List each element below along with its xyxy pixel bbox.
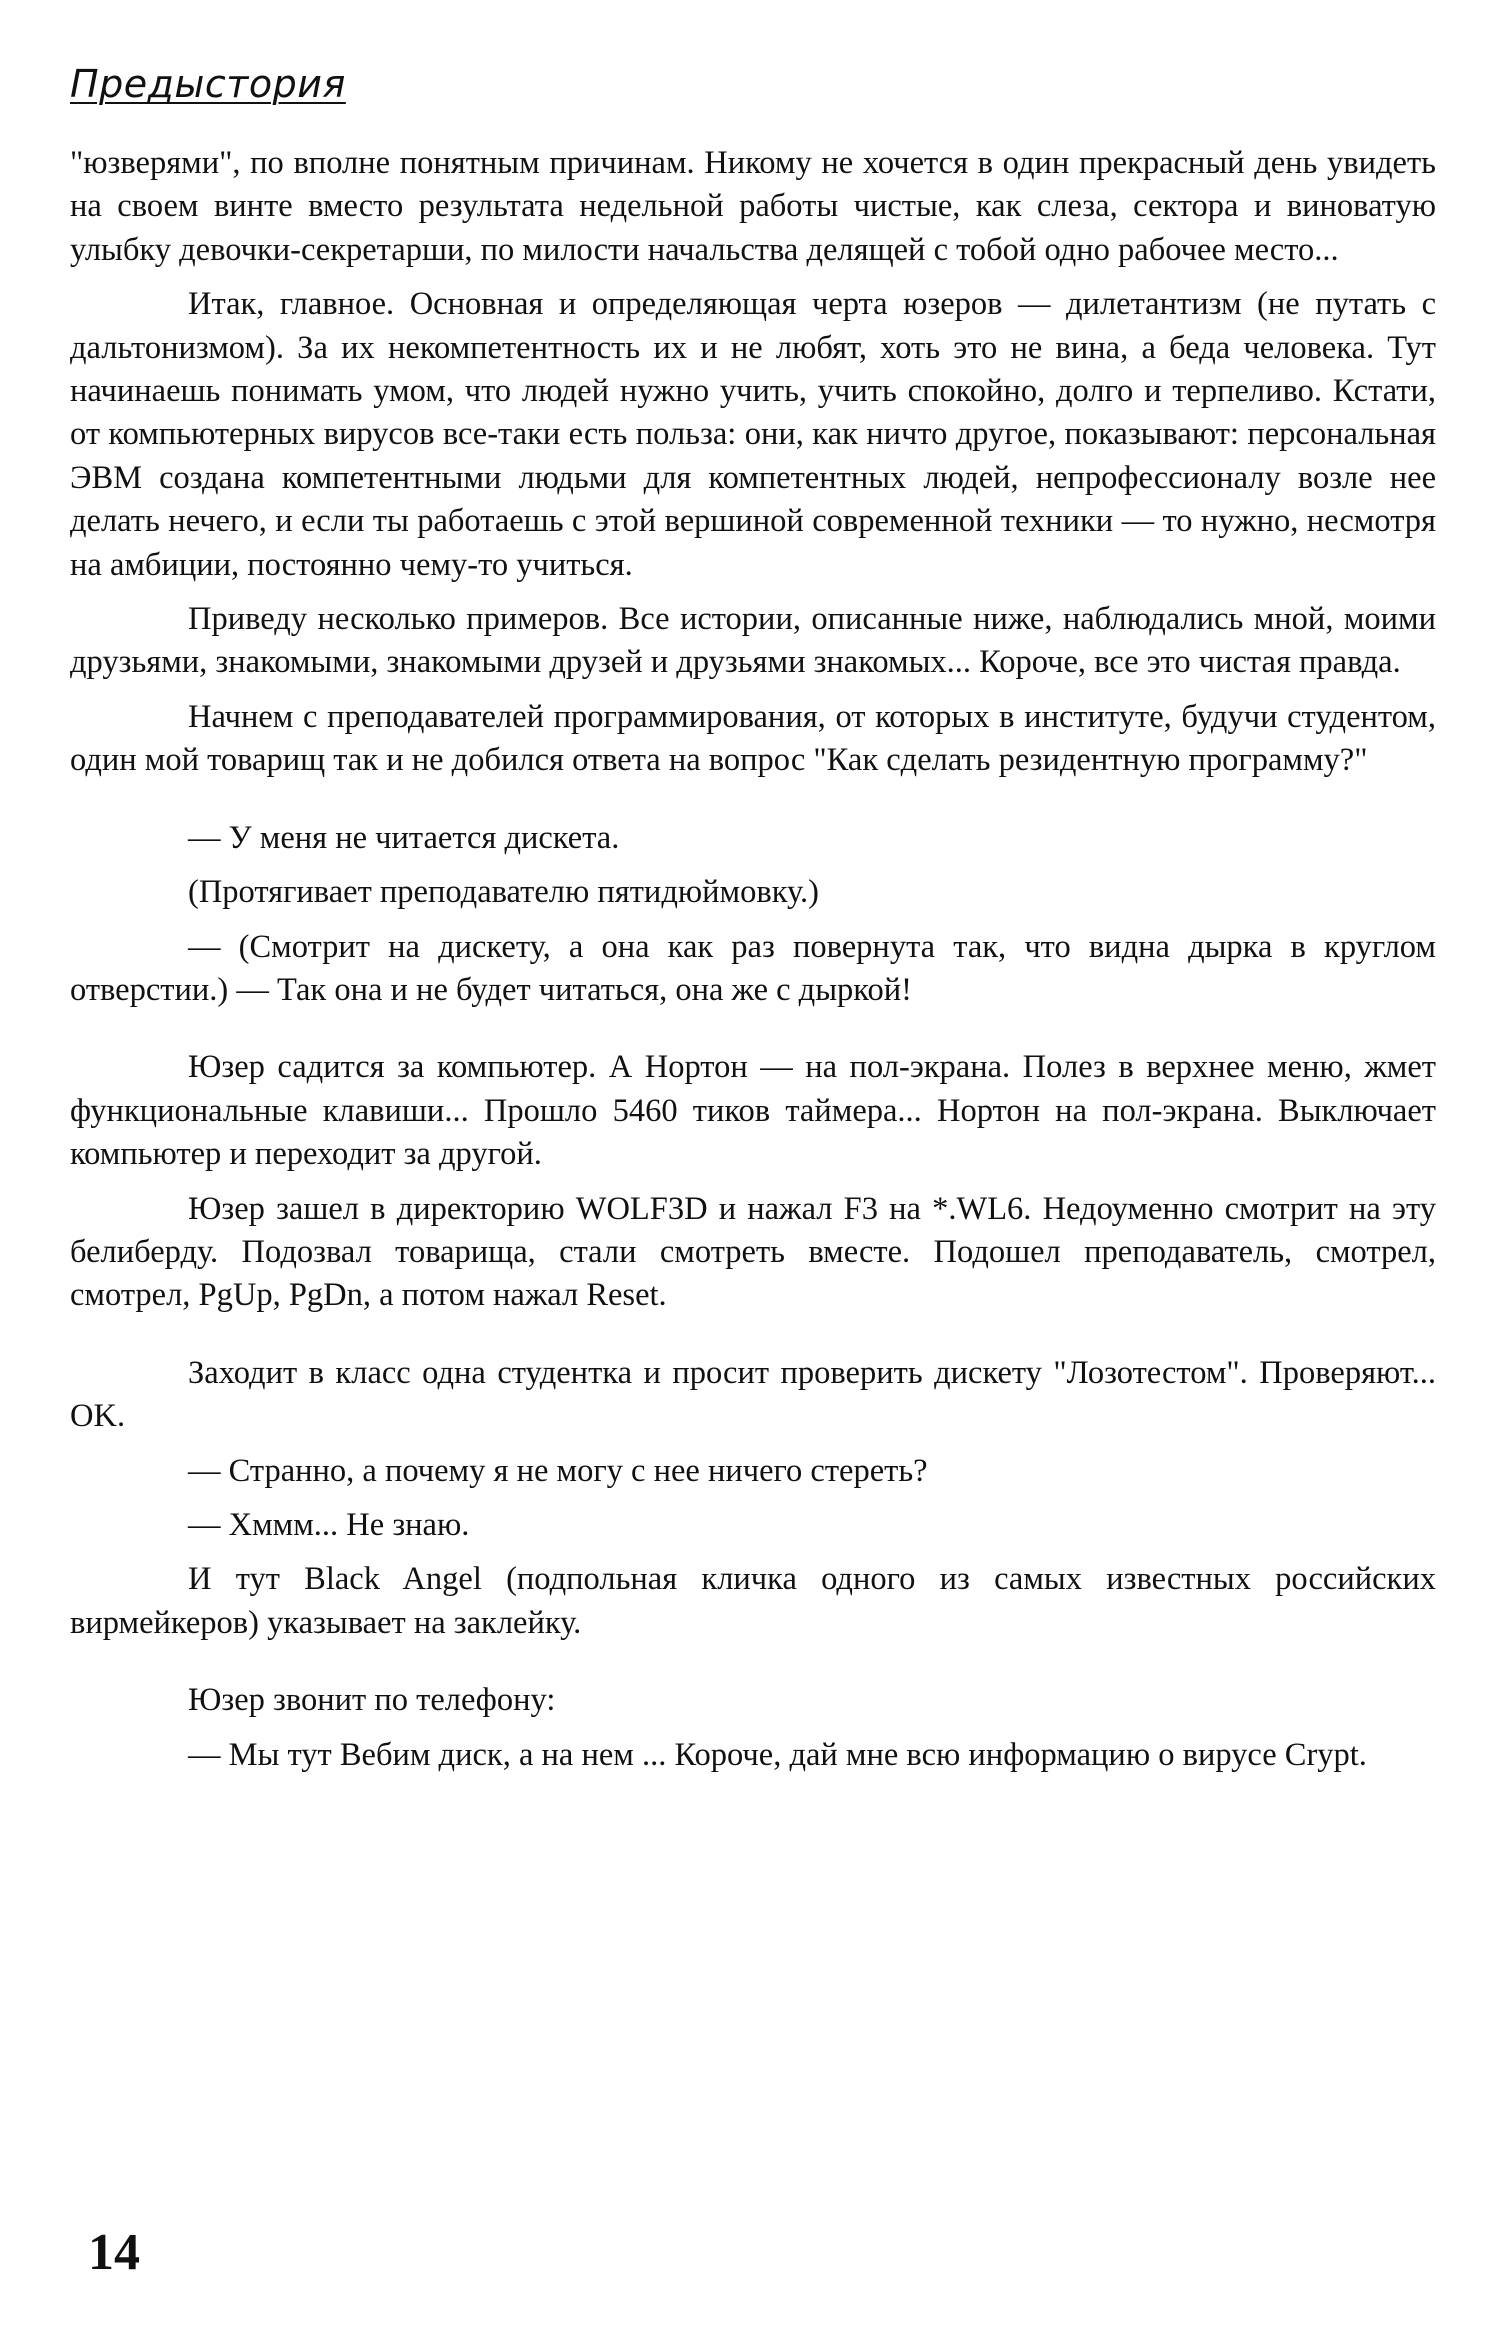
dialogue-line: — Хммм... Не знаю. — [188, 1506, 470, 1543]
running-head-title: Предыстория — [70, 62, 346, 106]
paragraph-main-point: Итак, главное. Основная и определяющая черта юзеров — дилетантизм (не путать с дальтонизмом). За их некомпетентность их и не любят, хоть это не вина, а беда человека. Тут начинаешь понимать умом, что людей нужно учить, учить спокойно, долго и терпеливо. Кстати, от компьютерных вирусов все-таки есть польза: они, как ничто другое, показывают: персональная ЭВМ создана компетентными людьми для компетентных людей, непрофессионалу возле нее делать нечего, и если ты работаешь с этой вершиной современной техники — то нужно, несмотря на амбиции, постоянно чему-то учиться. — [70, 286, 1436, 583]
paragraph-norton-story: Юзер садится за компьютер. А Нортон — на пол-экрана. Полез в верхнее меню, жмет функциональные клавиши... Прошло 5460 тиков таймера... Нортон на пол-экрана. Выключает компьютер и переходит за другой. — [70, 1049, 1436, 1173]
dialogue-line: — Мы тут Вебим диск, а на нем ... Короче, дай мне всю информацию о вирусе Crypt. — [188, 1736, 1367, 1773]
body-text — [70, 142, 1436, 1788]
paragraph-student-story: Заходит в класс одна студентка и просит проверить дискету "Лозотестом". Проверяют... OK. — [70, 1354, 1436, 1435]
dialogue-line: — Странно, а почему я не могу с нее ничего стереть? — [188, 1452, 928, 1489]
paragraph-teachers: Начнем с преподавателей программирования, от которых в институте, будучи студентом, один мой товарищ так и не добился ответа на вопрос "Как сделать резидентную программу?" — [70, 698, 1436, 779]
paragraph-phone-call: Юзер звонит по телефону: — [188, 1682, 556, 1719]
paragraph-wolf3d-story: Юзер зашел в директорию WOLF3D и нажал F3 на *.WL6. Недоуменно смотрит на эту белиберду. Подозвал товарища, стали смотреть вместе. Подошел преподаватель, смотрел, смотрел, PgUp, PgDn, а потом нажал Reset. — [70, 1190, 1436, 1314]
dialogue-line: — У меня не читается дискета. — [188, 819, 620, 856]
page-number: 14 — [88, 2224, 140, 2281]
paragraph-examples-intro: Приведу несколько примеров. Все истории, описанные ниже, наблюдались мной, моими друзьями, знакомыми, знакомыми друзей и друзьями знакомых... Короче, все это чистая правда. — [70, 601, 1436, 681]
paragraph-black-angel: И тут Black Angel (подпольная кличка одного из самых известных российских вирмейкеров) указывает на заклейку. — [70, 1561, 1436, 1641]
paragraph-continuation: "юзверями", по вполне понятным причинам. Никому не хочется в один прекрасный день увидеть на своем винте вместо результата недельной работы чистые, как слеза, сектора и виноватую улыбку девочки-секретарши, по милости начальства делящей с тобой одно рабочее место... — [70, 145, 1436, 268]
stage-direction: (Протягивает преподавателю пятидюймовку.) — [188, 874, 819, 911]
dialogue-line: — (Смотрит на дискету, а она как раз повернута так, что видна дырка в круглом отверстии.) — Так она и не будет читаться, она же с дыркой! — [70, 928, 1436, 1008]
